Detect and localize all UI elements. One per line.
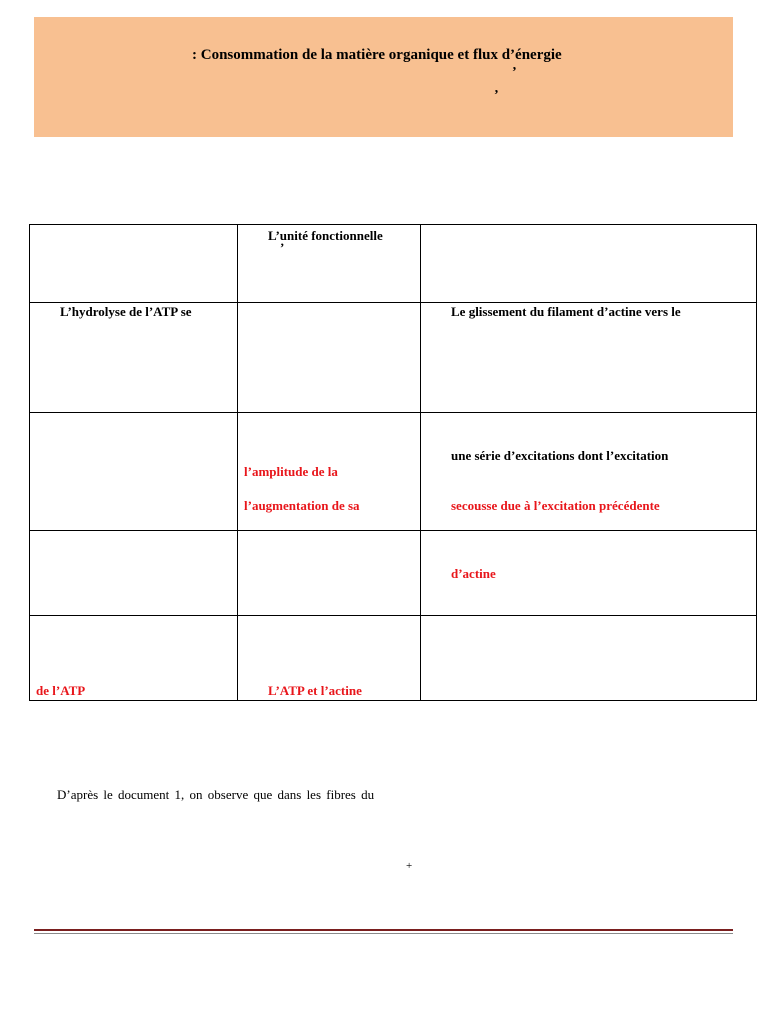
cell-text: L’unité fonctionnelle bbox=[268, 228, 383, 243]
table-cell bbox=[238, 225, 421, 303]
table-row bbox=[30, 531, 757, 616]
table-row bbox=[30, 616, 757, 701]
table-cell bbox=[238, 531, 421, 616]
table-cell bbox=[238, 303, 421, 413]
cell-mark: ’ bbox=[280, 240, 285, 255]
header-mark: ’ bbox=[494, 88, 499, 103]
table-cell bbox=[421, 531, 757, 616]
table-row bbox=[30, 303, 757, 413]
cell-text-highlight: l’amplitude de la bbox=[244, 464, 338, 479]
table-row bbox=[30, 413, 757, 531]
table-cell bbox=[30, 303, 238, 413]
table-cell bbox=[30, 531, 238, 616]
footer-divider-secondary bbox=[34, 933, 733, 934]
body-paragraph: D’après le document 1, on observe que dans les fibres du bbox=[57, 787, 375, 802]
table-cell bbox=[238, 413, 421, 531]
table-cell bbox=[30, 616, 238, 701]
plus-mark: + bbox=[406, 860, 413, 872]
data-table bbox=[29, 224, 757, 701]
table-cell bbox=[421, 616, 757, 701]
cell-text-highlight: L’ATP et l’actine bbox=[268, 683, 362, 698]
table-cell bbox=[238, 616, 421, 701]
table-row bbox=[30, 225, 757, 303]
table-cell bbox=[30, 225, 238, 303]
cell-text-highlight: l’augmentation de sa bbox=[244, 498, 360, 513]
header-mark: ’ bbox=[512, 65, 517, 80]
table-cell bbox=[30, 413, 238, 531]
page-title: : Consommation de la matière organique et flux d’énergie bbox=[192, 47, 562, 63]
table-cell bbox=[421, 303, 757, 413]
cell-text-highlight: de l’ATP bbox=[36, 683, 86, 698]
cell-text: une série d’excitations dont l’excitation bbox=[451, 448, 669, 463]
footer-divider bbox=[34, 929, 733, 931]
table-cell bbox=[421, 225, 757, 303]
cell-text-highlight: secousse due à l’excitation précédente bbox=[451, 498, 660, 513]
cell-text: L’hydrolyse de l’ATP se bbox=[60, 304, 192, 319]
cell-text-highlight: d’actine bbox=[451, 566, 496, 581]
header-banner bbox=[34, 17, 733, 137]
table-cell bbox=[421, 413, 757, 531]
cell-text: Le glissement du filament d’actine vers le bbox=[451, 304, 681, 319]
